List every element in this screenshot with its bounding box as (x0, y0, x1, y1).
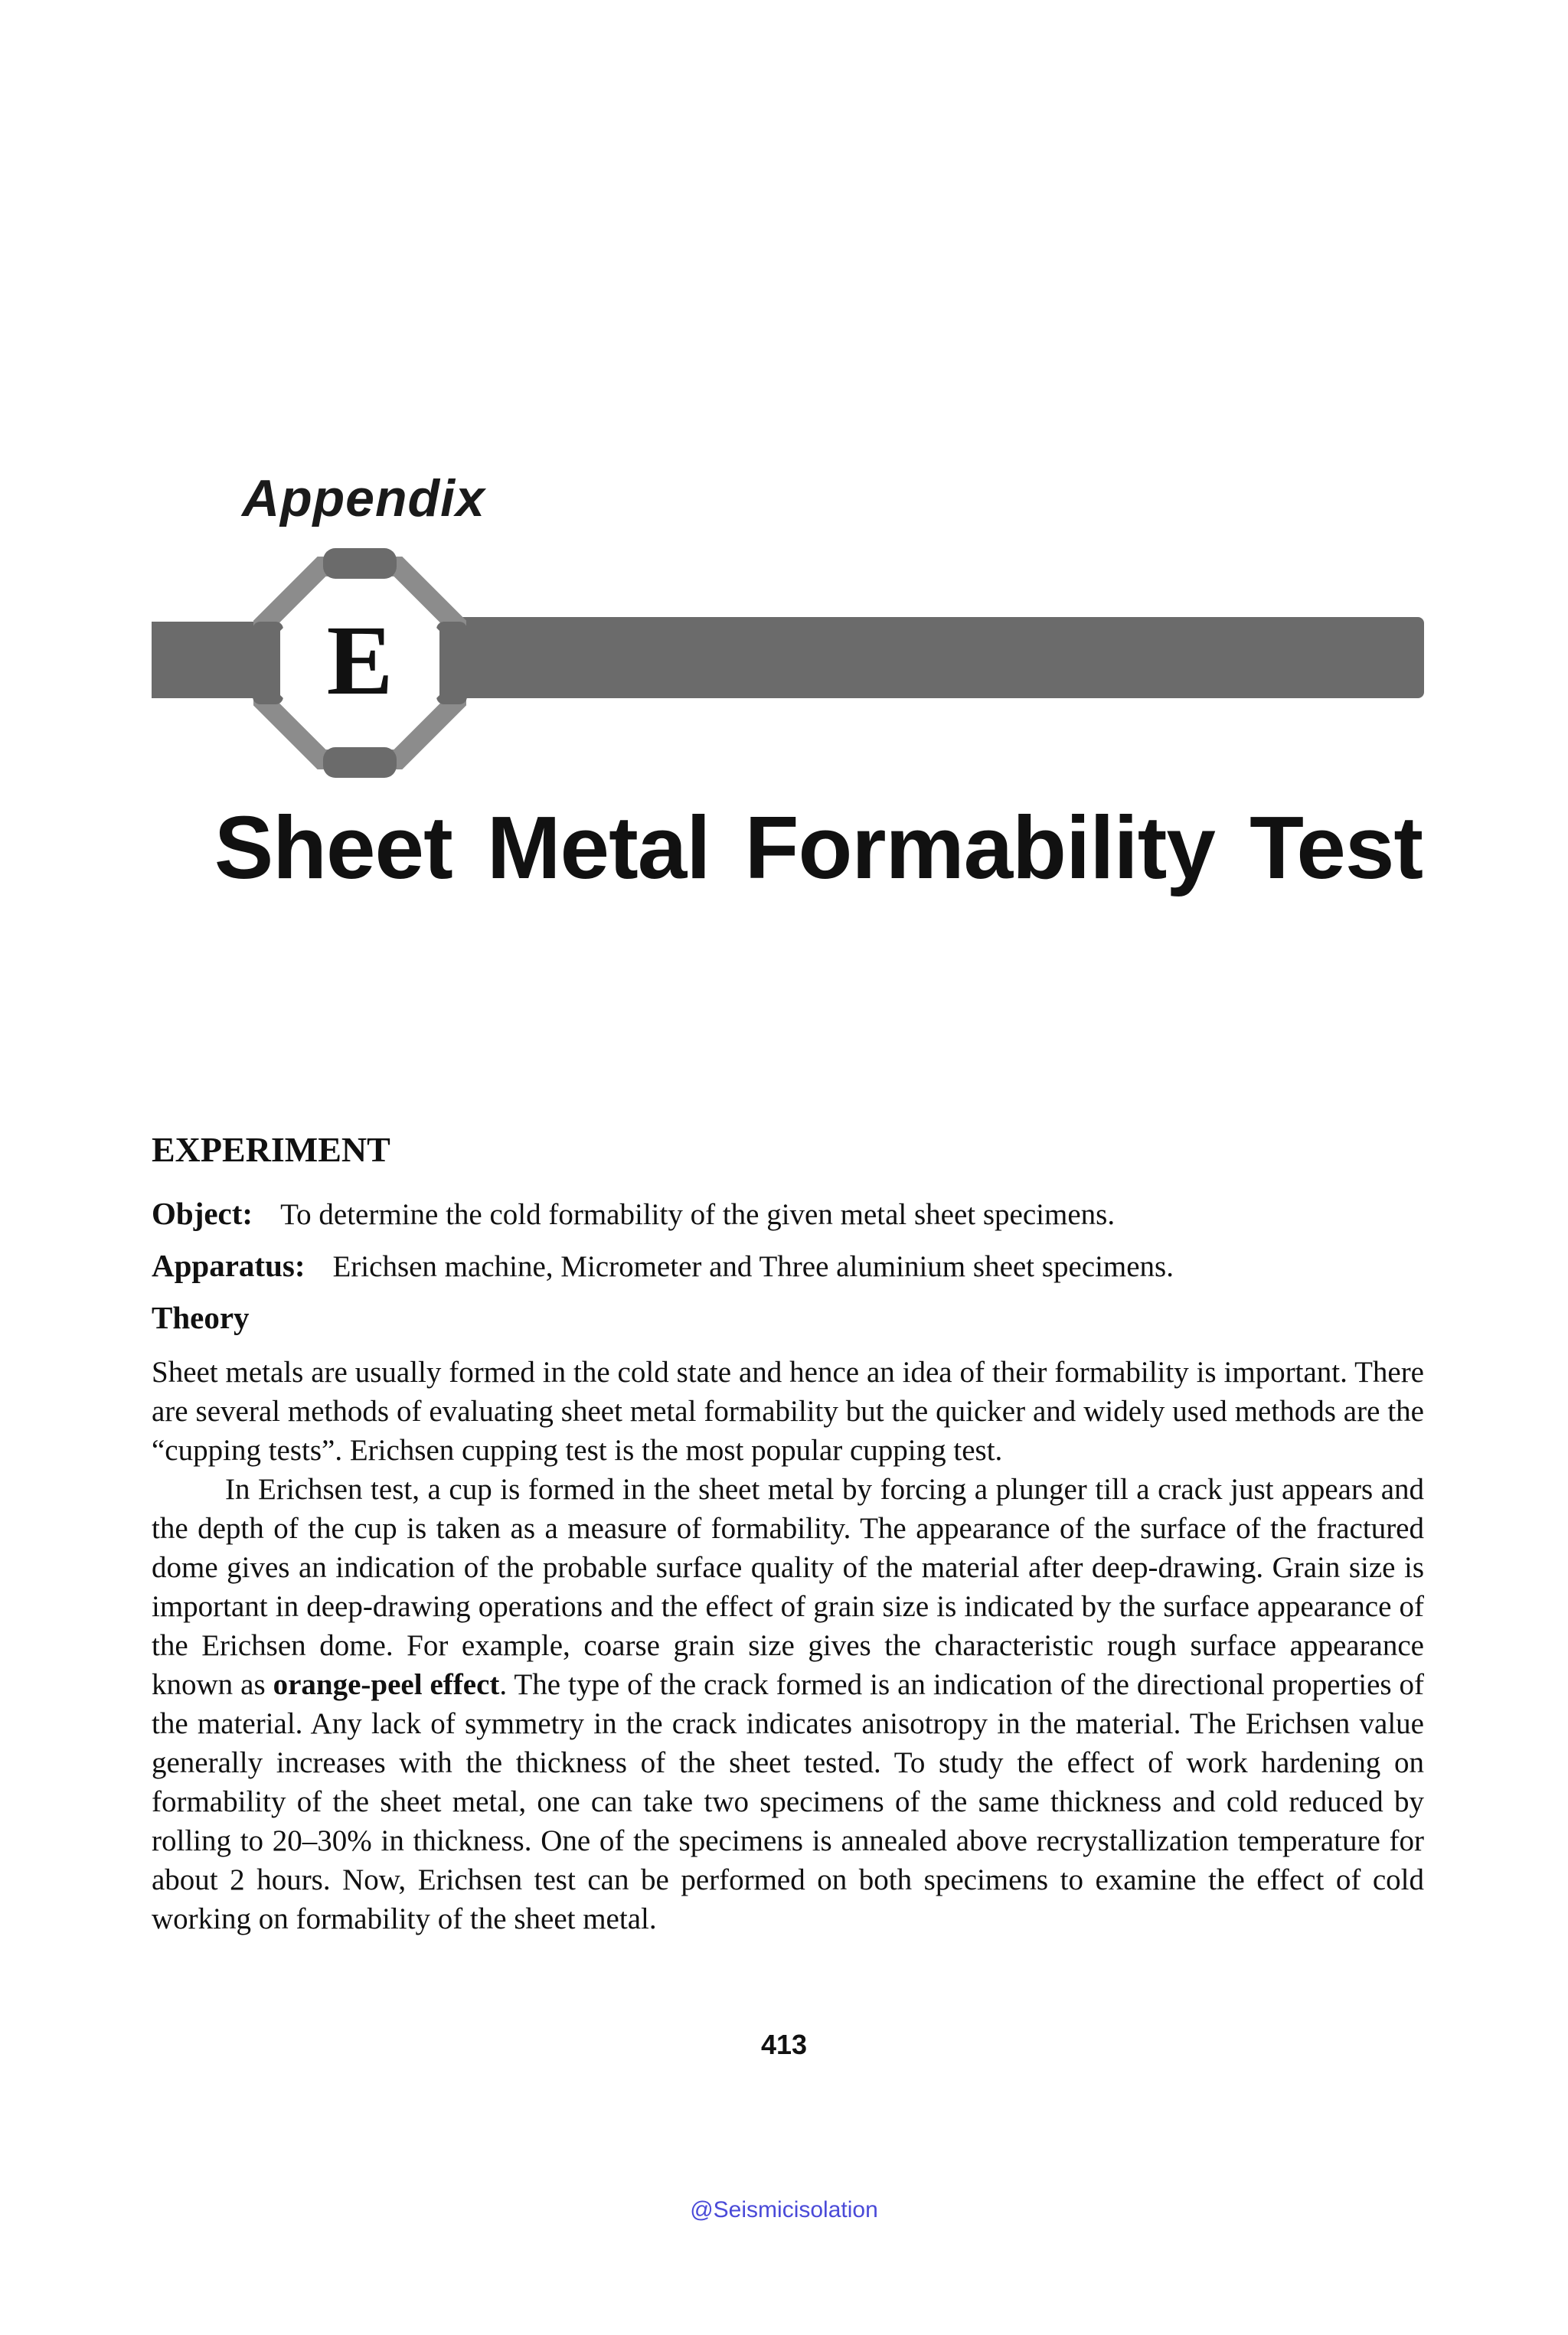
experiment-heading: EXPERIMENT (152, 1130, 390, 1169)
theory-paragraph-2 (152, 1470, 1424, 1938)
apparatus-label: Apparatus: (152, 1248, 305, 1283)
main-content (152, 1128, 1424, 1938)
orange-peel-term: orange-peel effect (273, 1668, 500, 1701)
theory-heading: Theory (152, 1300, 250, 1335)
apparatus-text: Erichsen machine, Micrometer and Three aluminium sheet specimens. (332, 1250, 1174, 1283)
appendix-letter: E (326, 606, 394, 716)
appendix-label: Appendix (242, 469, 485, 527)
paragraph-2-text-a: In Erichsen test, a cup is formed in the sheet metal by forcing a plunger till a crack just appears and the depth of the cup is taken as a measure of formability. The appearance of the surface of the fractured dome gives an indication of the probable surface quality of the material after deep-drawing. Grain size is important in deep-drawing operations and the effect of grain size is indicated by the surface appearance of the Erichsen dome. For example, coarse grain size gives the characteristic rough surface appearance known as (152, 1473, 1424, 1701)
page-number: 413 (760, 2029, 808, 2060)
emblem-ring-icon (253, 548, 467, 778)
banner-bar-right (444, 617, 1424, 698)
apparatus-field (152, 1246, 1424, 1286)
appendix-banner (0, 536, 1568, 789)
theory-paragraph-1: Sheet metals are usually formed in the cold state and hence an idea of their formability is important. There are several methods of evaluating sheet metal formability but the quicker and widely used methods are the “cupping tests”. Erichsen cupping test is the most popular cupping test. (152, 1356, 1424, 1467)
watermark: @Seismicisolation (690, 2197, 878, 2222)
chapter-title: Sheet Metal Formability Test (214, 798, 1423, 897)
paragraph-2-text-b: . The type of the crack formed is an indication of the directional properties of the material. Any lack of symmetry in the crack indicates anisotropy in the material. The Erichsen value generally increases with the thickness of the sheet tested. To study the effect of work hardening on formability of the sheet metal, one can take two specimens of the same thickness and cold reduced by rolling to 20–30% in thickness. One of the specimens is annealed above recrystallization temperature for about 2 hours. Now, Erichsen test can be performed on both specimens to examine the effect of cold working on formability of the sheet metal. (152, 1668, 1425, 1935)
object-field (152, 1194, 1424, 1234)
object-label: Object: (152, 1196, 253, 1231)
object-text: To determine the cold formability of the given metal sheet specimens. (280, 1198, 1116, 1231)
